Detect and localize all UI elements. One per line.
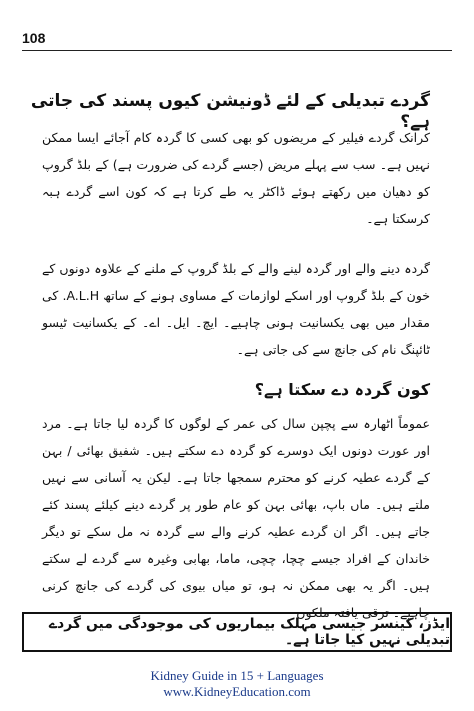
footer-url: www.KidneyEducation.com — [163, 684, 311, 699]
boxed-note — [22, 612, 452, 652]
boxed-note-text: ایڈز، کینسر جیسی مہلک بیماریوں کی موجودگی میں گردے تبدیلی نہیں کیا جاتا ہے۔ — [48, 616, 450, 648]
paragraph-3: عموماً اٹھارہ سے پچپن سال کی عمر کے لوگوں کا گردہ لیا جاتا ہے۔ مرد اور عورت دونوں ایک دوسرے کو گردہ دے سکتے ہیں۔ شفیق بھائی / بہن کے گردے عطیہ کرنے کو محترم سمجھا جاتا ہے۔ لیکن یہ آسانی سے نہیں ملتے ہیں۔ ماں باپ، بھائی بہن کو عام طور پر گردے دینے کیلئے پسند کئے جاتے ہیں۔ اگر ان گردے عطیہ کرنے والے سے گردہ نہ مل سکے تو دیگر خاندان کے افراد جیسے چچا، چچی، ماما، بھابی وغیرہ سے گردے لے سکتے ہیں۔ اگر یہ بھی ممکن نہ ہو، تو میاں بیوی کی گردے کی جانچ کرنی چاہیے۔ ترقی یافتہ ملکوں — [42, 416, 430, 620]
paragraph-1: کرانک گردے فیلیر کے مریضوں کو بھی کسی کا گردہ کام آجائے ایسا ممکن نہیں ہے۔ سب سے پہلے مریض (جسے گردے کی ضرورت ہے) کے بلڈ گروپ کو دھیان میں رکھتے ہوئے ڈاکٹر یہ طے کرتا ہے کہ کون اسے گردے ہبہ کرسکتا ہے۔ — [42, 130, 430, 226]
subsection-heading: کون گردہ دے سکتا ہے؟ — [254, 380, 430, 399]
paragraph-2: گردہ دینے والے اور گردہ لینے والے کے بلڈ گروپ کے ملنے کے علاوہ دونوں کے خون کے بلڈ گروپ اور اسکے لوازمات کے مساوی ہونے کے ساتھ A.L.H. کی مقدار میں بھی یکسانیت ہونی چاہیے۔ ایچ۔ ایل۔ اے۔ کے یکسانیت ٹیسو ٹائپنگ نام کی جانچ سے کی جاتی ہے۔ — [42, 261, 430, 357]
footer-title: Kidney Guide in 15 + Languages — [150, 668, 324, 683]
page-number: 108 — [22, 30, 46, 46]
header-rule — [22, 50, 452, 51]
section-heading: گردے تبدیلی کے لئے ڈونیشن کیوں پسند کی جاتی ہے؟ — [30, 91, 430, 132]
